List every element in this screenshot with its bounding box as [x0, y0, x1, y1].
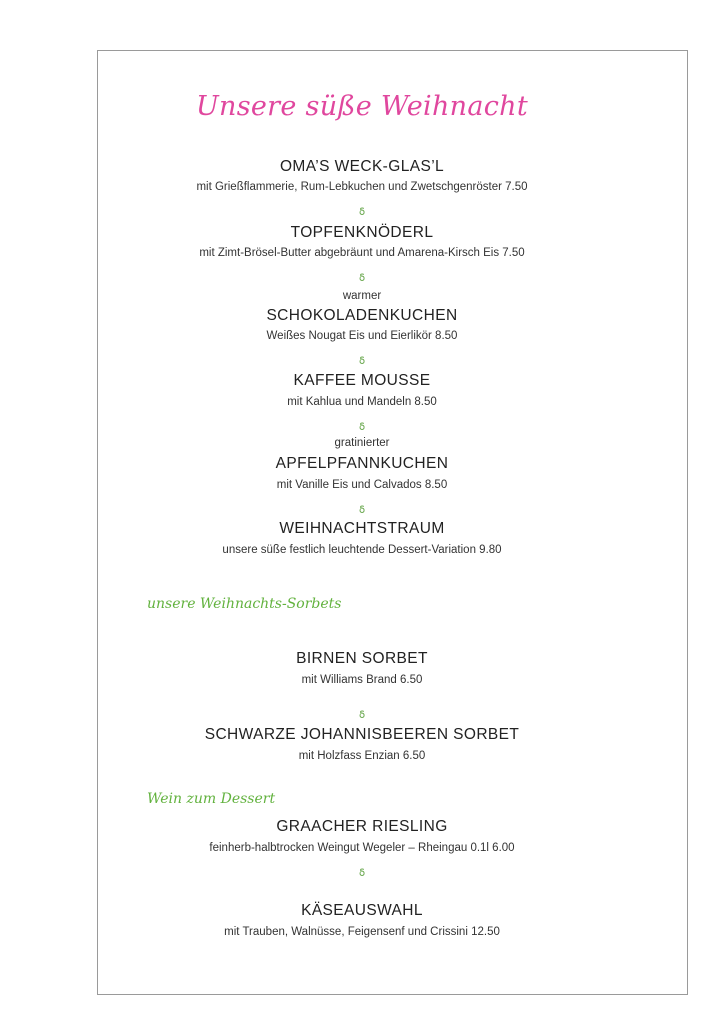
dessert-description: mit Kahlua und Mandeln 8.50 — [287, 396, 437, 408]
dessert-description: Weißes Nougat Eis und Eierlikör 8.50 — [266, 330, 458, 342]
sorbet-description: mit Williams Brand 6.50 — [301, 674, 423, 686]
dessert-name: TOPFENKNÖDERL — [290, 224, 434, 241]
dessert-name: KAFFEE MOUSSE — [293, 372, 431, 389]
ornament-icon: ẟ — [358, 356, 366, 367]
dessert-description: mit Vanille Eis und Calvados 8.50 — [276, 479, 448, 491]
section-heading-wine: Wein zum Dessert — [147, 791, 276, 807]
dessert-prefix: warmer — [342, 290, 382, 302]
dessert-description: mit Zimt-Brösel-Butter abgebräunt und Amarena-Kirsch Eis 7.50 — [199, 247, 525, 259]
ornament-icon: ẟ — [358, 273, 366, 284]
dessert-name: OMA’S WECK-GLAS’L — [279, 158, 445, 175]
cheese-description: mit Trauben, Walnüsse, Feigensenf und Crissini 12.50 — [224, 926, 500, 938]
dessert-prefix: gratinierter — [334, 437, 390, 449]
wine-name: GRAACHER RIESLING — [276, 818, 448, 835]
dessert-description: mit Grießflammerie, Rum-Lebkuchen und Zwetschgenröster 7.50 — [196, 181, 528, 193]
ornament-icon: ẟ — [358, 868, 366, 879]
dessert-description: unsere süße festlich leuchtende Dessert-Variation 9.80 — [222, 544, 502, 556]
dessert-name: APFELPFANNKUCHEN — [275, 455, 449, 472]
dessert-name: WEIHNACHTSTRAUM — [279, 520, 445, 537]
ornament-icon: ẟ — [358, 207, 366, 218]
sorbet-description: mit Holzfass Enzian 6.50 — [298, 750, 426, 762]
ornament-icon: ẟ — [358, 422, 366, 433]
dessert-name: SCHOKOLADENKUCHEN — [266, 307, 458, 324]
section-heading-sorbets: unsere Weihnachts-Sorbets — [147, 596, 342, 612]
sorbet-name: BIRNEN SORBET — [296, 650, 428, 667]
menu-title: Unsere süße Weihnacht — [196, 91, 528, 122]
cheese-name: KÄSEAUSWAHL — [301, 902, 423, 919]
ornament-icon: ẟ — [358, 710, 366, 721]
ornament-icon: ẟ — [358, 505, 366, 516]
sorbet-name: SCHWARZE JOHANNISBEEREN SORBET — [204, 726, 520, 743]
wine-description: feinherb-halbtrocken Weingut Wegeler – Rheingau 0.1l 6.00 — [209, 842, 515, 854]
